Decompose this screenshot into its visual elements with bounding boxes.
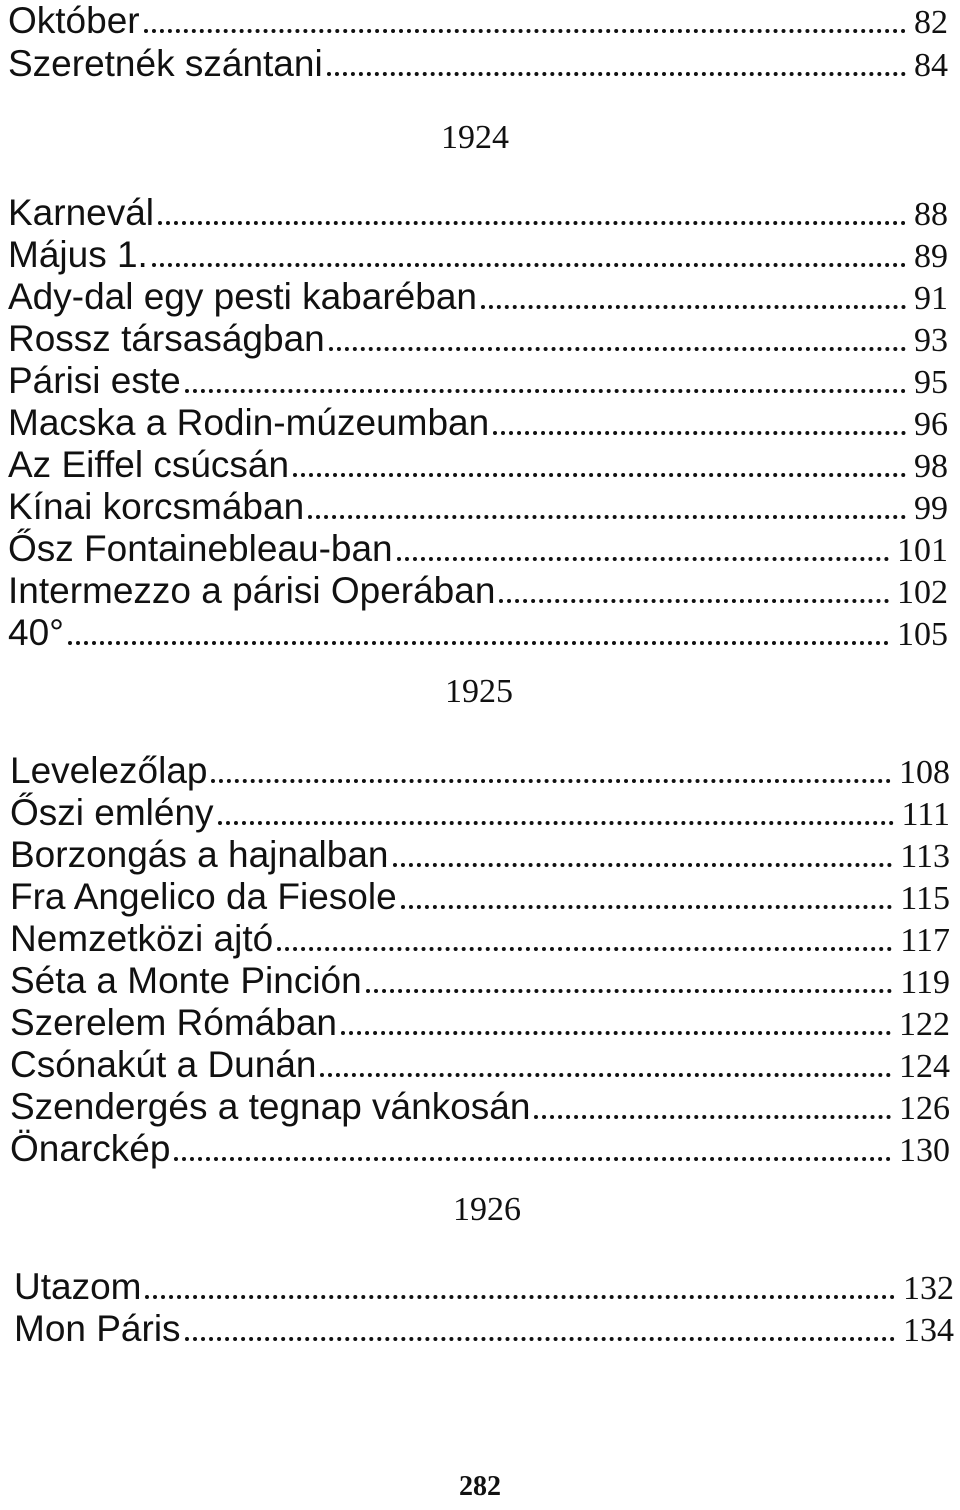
toc-entry-page: 84 — [914, 47, 948, 84]
toc-entry-page: 117 — [900, 922, 950, 959]
toc-entry-title: Október — [8, 0, 140, 41]
dot-leader — [499, 599, 889, 603]
toc-entry — [8, 360, 948, 402]
toc-entry-title: Csónakút a Dunán — [10, 1044, 317, 1085]
dot-leader — [158, 221, 906, 225]
toc-entry-title: Macska a Rodin-múzeumban — [8, 402, 490, 443]
dot-leader — [393, 863, 893, 867]
toc-entry-title: Ősz Fontainebleau-ban — [8, 528, 393, 569]
dot-leader — [366, 989, 893, 993]
dot-leader — [341, 1031, 891, 1035]
toc-entry-title: Kínai korcsmában — [8, 486, 305, 527]
toc-entry — [10, 1128, 950, 1170]
dot-leader — [293, 473, 906, 477]
dot-leader — [401, 905, 893, 909]
year-heading-1925: 1925 — [445, 673, 513, 710]
toc-entry-title: 40° — [8, 612, 64, 653]
toc-entry — [8, 192, 948, 234]
toc-entry-title: Önarckép — [10, 1128, 171, 1169]
toc-entry-page: 113 — [900, 838, 950, 875]
toc-entry-page: 99 — [914, 490, 948, 527]
toc-entry — [8, 402, 948, 444]
toc-entry-title: Intermezzo a párisi Operában — [8, 570, 496, 611]
toc-entry — [10, 1086, 950, 1128]
toc-entry-page: 101 — [897, 532, 948, 569]
toc-entry-page: 115 — [900, 880, 950, 917]
dot-leader — [152, 263, 906, 267]
toc-entry-page: 96 — [914, 406, 948, 443]
dot-leader — [308, 515, 906, 519]
toc-entry-page: 98 — [914, 448, 948, 485]
toc-entry-page: 119 — [900, 964, 950, 1001]
toc-entry — [10, 750, 950, 792]
toc-entry — [8, 276, 948, 318]
toc-entry — [8, 612, 948, 654]
toc-entry-page: 130 — [899, 1132, 950, 1169]
toc-entry-page: 91 — [914, 280, 948, 317]
toc-entry — [8, 318, 948, 360]
toc-entry-title: Fra Angelico da Fiesole — [10, 876, 397, 917]
dot-leader — [211, 779, 891, 783]
toc-entry-page: 95 — [914, 364, 948, 401]
dot-leader — [327, 72, 906, 76]
dot-leader — [329, 347, 906, 351]
dot-leader — [277, 947, 892, 951]
toc-entry-page: 93 — [914, 322, 948, 359]
toc-entry-title: Borzongás a hajnalban — [10, 834, 389, 875]
toc-entry-title: Karnevál — [8, 192, 155, 233]
toc-entry-page: 102 — [897, 574, 948, 611]
toc-entry-page: 89 — [914, 238, 948, 275]
toc-entry-title: Párisi este — [8, 360, 181, 401]
dot-leader — [481, 305, 906, 309]
toc-entry — [8, 234, 948, 276]
toc-entry-title: Ady-dal egy pesti kabaréban — [8, 276, 477, 317]
toc-entry-title: Szeretnék szántani — [8, 43, 323, 84]
year-heading-1924: 1924 — [441, 119, 509, 156]
toc-entry — [8, 444, 948, 486]
toc-entry-page: 88 — [914, 196, 948, 233]
toc-entry — [10, 792, 950, 834]
toc-entry — [10, 918, 950, 960]
toc-entry-title: Szerelem Rómában — [10, 1002, 337, 1043]
toc-entry-title: Az Eiffel csúcsán — [8, 444, 290, 485]
toc-entry — [8, 570, 948, 612]
toc-entry — [10, 960, 950, 1002]
dot-leader — [185, 1337, 895, 1341]
toc-entry-title: Levelezőlap — [10, 750, 208, 791]
toc-entry-page: 126 — [899, 1090, 950, 1127]
toc-entry — [10, 1044, 950, 1086]
toc-entry-page: 132 — [903, 1270, 954, 1307]
dot-leader — [534, 1115, 891, 1119]
toc-entry — [8, 43, 948, 85]
dot-leader — [144, 29, 906, 33]
toc-entry-page: 122 — [899, 1006, 950, 1043]
toc-entry — [10, 834, 950, 876]
toc-entry-page: 124 — [899, 1048, 950, 1085]
year-heading-1926: 1926 — [453, 1191, 521, 1228]
toc-entry-page: 108 — [899, 754, 950, 791]
toc-entry-title: Rossz társaságban — [8, 318, 325, 359]
toc-entry-title: Szendergés a tegnap vánkosán — [10, 1086, 531, 1127]
toc-entry-page: 134 — [903, 1312, 954, 1349]
toc-entry — [14, 1266, 954, 1308]
toc-entry-page: 82 — [914, 4, 948, 41]
toc-entry-page: 111 — [901, 796, 950, 833]
dot-leader — [145, 1295, 895, 1299]
toc-entry — [14, 1308, 954, 1350]
dot-leader — [320, 1073, 891, 1077]
dot-leader — [493, 431, 906, 435]
toc-entry-title: Mon Páris — [14, 1308, 181, 1349]
toc-entry — [10, 876, 950, 918]
toc-entry-page: 105 — [897, 616, 948, 653]
toc-entry-title: Május 1. — [8, 234, 148, 275]
page-number: 282 — [459, 1471, 501, 1502]
dot-leader — [397, 557, 889, 561]
toc-entry-title: Utazom — [14, 1266, 142, 1307]
dot-leader — [218, 821, 894, 825]
toc-entry — [8, 0, 948, 42]
toc-entry — [8, 486, 948, 528]
toc-entry-title: Nemzetközi ajtó — [10, 918, 274, 959]
toc-entry-title: Séta a Monte Pinción — [10, 960, 362, 1001]
dot-leader — [185, 389, 906, 393]
dot-leader — [68, 641, 889, 645]
toc-entry-title: Őszi emlény — [10, 792, 214, 833]
toc-entry — [10, 1002, 950, 1044]
dot-leader — [174, 1157, 891, 1161]
toc-entry — [8, 528, 948, 570]
